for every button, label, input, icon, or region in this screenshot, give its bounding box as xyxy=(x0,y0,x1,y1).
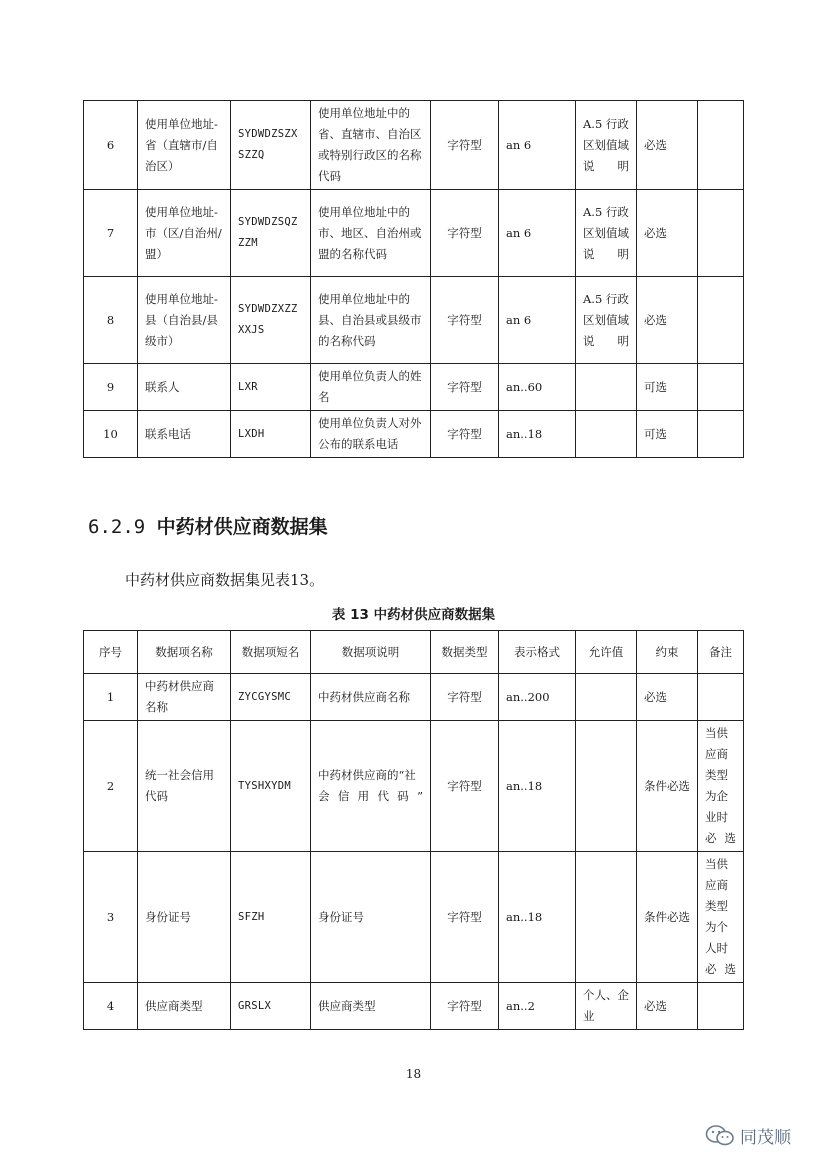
cell-type: 字符型 xyxy=(431,190,499,277)
cell-allowed xyxy=(576,721,637,852)
cell-note xyxy=(698,277,744,364)
cell-no: 9 xyxy=(84,364,138,411)
cell-desc: 供应商类型 xyxy=(311,983,431,1030)
cell-desc: 使用单位地址中的省、直辖市、自治区或特别行政区的名称代码 xyxy=(311,101,431,190)
cell-constraint: 条件必选 xyxy=(637,721,698,852)
header-allowed: 允许值 xyxy=(576,631,637,674)
cell-type: 字符型 xyxy=(431,101,499,190)
header-format: 表示格式 xyxy=(499,631,576,674)
cell-code: LXDH xyxy=(231,411,311,458)
cell-desc: 使用单位地址中的县、自治县或县级市的名称代码 xyxy=(311,277,431,364)
cell-format: an 6 xyxy=(499,190,576,277)
cell-no: 7 xyxy=(84,190,138,277)
cell-allowed xyxy=(576,852,637,983)
cell-format: an..18 xyxy=(499,411,576,458)
cell-code: ZYCGYSMC xyxy=(231,674,311,721)
cell-constraint: 必选 xyxy=(637,101,698,190)
wechat-icon xyxy=(705,1124,735,1148)
header-no: 序号 xyxy=(84,631,138,674)
cell-constraint: 可选 xyxy=(637,411,698,458)
cell-allowed xyxy=(576,674,637,721)
cell-no: 6 xyxy=(84,101,138,190)
cell-format: an..18 xyxy=(499,721,576,852)
cell-code: SYDWDZXZZXXJS xyxy=(231,277,311,364)
table-prev xyxy=(83,100,744,458)
cell-allowed: 个人、企业 xyxy=(576,983,637,1030)
cell-code: SFZH xyxy=(231,852,311,983)
cell-no: 10 xyxy=(84,411,138,458)
table-row xyxy=(84,674,744,721)
cell-format: an 6 xyxy=(499,101,576,190)
cell-desc: 使用单位负责人的姓名 xyxy=(311,364,431,411)
cell-no: 3 xyxy=(84,852,138,983)
table-row xyxy=(84,364,744,411)
cell-no: 2 xyxy=(84,721,138,852)
cell-type: 字符型 xyxy=(431,411,499,458)
cell-note xyxy=(698,983,744,1030)
table-row xyxy=(84,101,744,190)
table-row xyxy=(84,983,744,1030)
header-name: 数据项名称 xyxy=(138,631,231,674)
cell-note xyxy=(698,411,744,458)
cell-allowed: A.5 行政区划值域说明 xyxy=(576,190,637,277)
cell-format: an..60 xyxy=(499,364,576,411)
cell-constraint: 必选 xyxy=(637,190,698,277)
table-row xyxy=(84,721,744,852)
table-caption: 表 13 中药材供应商数据集 xyxy=(331,607,496,623)
watermark-text: 同茂顺 xyxy=(740,1128,791,1148)
cell-type: 字符型 xyxy=(431,852,499,983)
cell-allowed xyxy=(576,364,637,411)
header-note: 备注 xyxy=(698,631,744,674)
cell-code: GRSLX xyxy=(231,983,311,1030)
cell-allowed: A.5 行政区划值域说明 xyxy=(576,277,637,364)
cell-desc: 中药材供应商的“社会信用代码” xyxy=(311,721,431,852)
cell-code: SYDWDZSQZZZM xyxy=(231,190,311,277)
table-row xyxy=(84,852,744,983)
cell-type: 字符型 xyxy=(431,277,499,364)
cell-constraint: 必选 xyxy=(637,277,698,364)
cell-code: LXR xyxy=(231,364,311,411)
cell-name: 身份证号 xyxy=(138,852,231,983)
header-desc: 数据项说明 xyxy=(311,631,431,674)
cell-type: 字符型 xyxy=(431,983,499,1030)
cell-note xyxy=(698,674,744,721)
page-number: 18 xyxy=(405,1067,422,1081)
cell-desc: 身份证号 xyxy=(311,852,431,983)
cell-no: 4 xyxy=(84,983,138,1030)
body-paragraph: 中药材供应商数据集见表13。 xyxy=(125,571,325,589)
cell-name: 联系电话 xyxy=(138,411,231,458)
header-type: 数据类型 xyxy=(431,631,499,674)
cell-note xyxy=(698,101,744,190)
cell-constraint: 必选 xyxy=(637,983,698,1030)
cell-name: 统一社会信用代码 xyxy=(138,721,231,852)
cell-format: an 6 xyxy=(499,277,576,364)
cell-format: an..200 xyxy=(499,674,576,721)
cell-format: an..2 xyxy=(499,983,576,1030)
cell-desc: 使用单位负责人对外公布的联系电话 xyxy=(311,411,431,458)
cell-desc: 中药材供应商名称 xyxy=(311,674,431,721)
table-header-row xyxy=(84,631,744,674)
header-constraint: 约束 xyxy=(637,631,698,674)
cell-desc: 使用单位地址中的市、地区、自治州或盟的名称代码 xyxy=(311,190,431,277)
cell-format: an..18 xyxy=(499,852,576,983)
cell-constraint: 可选 xyxy=(637,364,698,411)
cell-allowed xyxy=(576,411,637,458)
cell-name: 使用单位地址-市（区/自治州/盟） xyxy=(138,190,231,277)
cell-allowed: A.5 行政区划值域说明 xyxy=(576,101,637,190)
header-code: 数据项短名 xyxy=(231,631,311,674)
section-number: 6.2.9 xyxy=(88,516,146,538)
cell-code: SYDWDZSZXSZZQ xyxy=(231,101,311,190)
section-heading xyxy=(88,512,328,539)
table-13 xyxy=(83,630,744,1030)
cell-name: 使用单位地址-省（直辖市/自治区） xyxy=(138,101,231,190)
cell-constraint: 必选 xyxy=(637,674,698,721)
table-row xyxy=(84,190,744,277)
table-row xyxy=(84,411,744,458)
cell-note: 当供应商类型为企业时必选 xyxy=(698,721,744,852)
cell-type: 字符型 xyxy=(431,364,499,411)
cell-name: 使用单位地址-县（自治县/县级市） xyxy=(138,277,231,364)
cell-note xyxy=(698,364,744,411)
cell-note: 当供应商类型为个人时必选 xyxy=(698,852,744,983)
cell-no: 8 xyxy=(84,277,138,364)
cell-name: 中药材供应商名称 xyxy=(138,674,231,721)
table-row xyxy=(84,277,744,364)
section-title: 中药材供应商数据集 xyxy=(156,516,328,538)
cell-code: TYSHXYDM xyxy=(231,721,311,852)
cell-type: 字符型 xyxy=(431,674,499,721)
cell-name: 联系人 xyxy=(138,364,231,411)
cell-type: 字符型 xyxy=(431,721,499,852)
cell-constraint: 条件必选 xyxy=(637,852,698,983)
cell-no: 1 xyxy=(84,674,138,721)
cell-note xyxy=(698,190,744,277)
watermark xyxy=(705,1123,791,1148)
cell-name: 供应商类型 xyxy=(138,983,231,1030)
